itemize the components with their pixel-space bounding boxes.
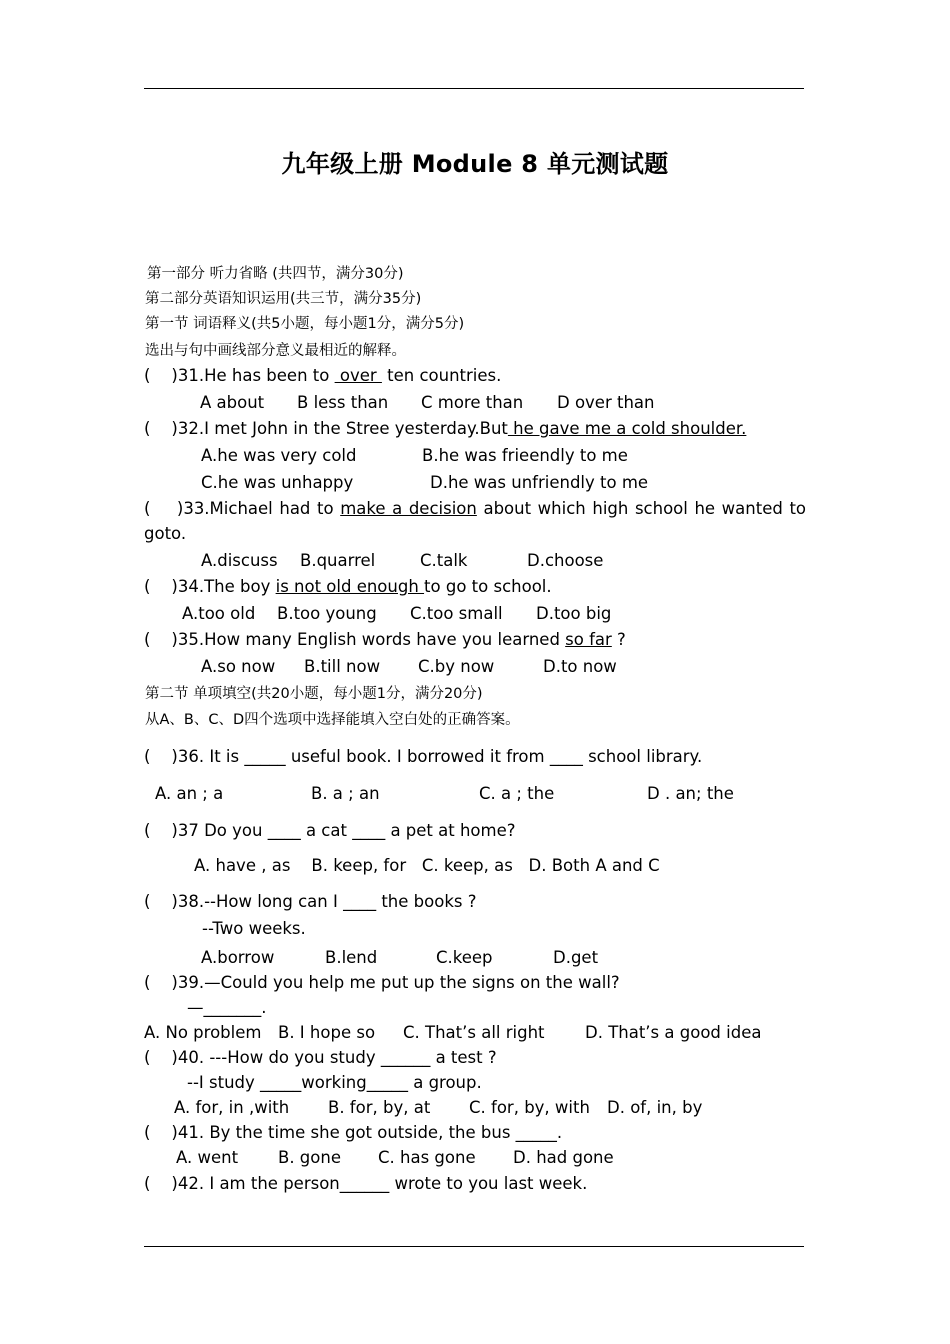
- q39-option-b: B. I hope so: [278, 1023, 376, 1042]
- q38-response: --Two weeks.: [202, 919, 306, 938]
- question-38: ( )38.--How long can I ____ the books ?: [144, 892, 477, 911]
- bottom-rule: [144, 1246, 804, 1247]
- section2-heading: 第二节 单项填空(共20小题，每小题1分，满分20分): [145, 686, 483, 702]
- question-31: ( )31.He has been to over ten countries.: [144, 366, 502, 385]
- question-35: ( )35.How many English words have you learned so far ?: [144, 630, 626, 649]
- top-rule: [144, 88, 804, 89]
- q39-option-c: C. That’s all right: [403, 1023, 545, 1042]
- section1-instruction: 选出与句中画线部分意义最相近的解释。: [145, 343, 406, 359]
- q41-option-d: D. had gone: [513, 1148, 614, 1167]
- q40-option-c: C. for, by, with: [469, 1098, 590, 1117]
- q33-option-d: D.choose: [527, 551, 604, 570]
- q35-option-b: B.till now: [304, 657, 381, 676]
- question-33-continued: goto.: [144, 524, 187, 543]
- section1-heading: 第一节 词语释义(共5小题，每小题1分，满分5分): [145, 316, 465, 332]
- q40-option-b: B. for, by, at: [328, 1098, 431, 1117]
- q32-option-b: B.he was frieendly to me: [422, 446, 628, 465]
- q39-option-a: A. No problem: [144, 1023, 262, 1042]
- question-42: ( )42. I am the person______ wrote to you last week.: [144, 1174, 588, 1193]
- q32-option-d: D.he was unfriendly to me: [430, 473, 649, 492]
- q39-option-d: D. That’s a good idea: [585, 1023, 762, 1042]
- q31-option-b: B less than: [297, 393, 389, 412]
- q41-option-a: A. went: [176, 1148, 239, 1167]
- q41-option-b: B. gone: [278, 1148, 341, 1167]
- part1-heading: 第一部分 听力省略 (共四节，满分30分): [147, 266, 404, 282]
- q38-option-c: C.keep: [436, 948, 493, 967]
- q34-option-a: A.too old: [182, 604, 256, 623]
- q36-option-c: C. a ; the: [479, 784, 555, 803]
- question-40: ( )40. ---How do you study ______ a test ?: [144, 1048, 497, 1067]
- question-32: ( )32.I met John in the Stree yesterday.But he gave me a cold shoulder.: [144, 419, 747, 438]
- question-41: ( )41. By the time she got outside, the bus _____.: [144, 1123, 563, 1142]
- q33-option-a: A.discuss: [201, 551, 278, 570]
- q36-option-d: D . an; the: [647, 784, 734, 803]
- q35-option-c: C.by now: [418, 657, 495, 676]
- q35-option-d: D.to now: [543, 657, 617, 676]
- q34-option-d: D.too big: [536, 604, 612, 623]
- page-title: 九年级上册 Module 8 单元测试题: [281, 150, 669, 178]
- q34-option-b: B.too young: [277, 604, 377, 623]
- q38-option-d: D.get: [553, 948, 599, 967]
- part2-heading: 第二部分英语知识运用(共三节，满分35分): [145, 291, 422, 307]
- q37-options: A. have , as B. keep, for C. keep, as D. Both A and C: [194, 856, 660, 875]
- q40-response: --I study _____working_____ a group.: [187, 1073, 482, 1092]
- q31-option-d: D over than: [557, 393, 655, 412]
- question-37: ( )37 Do you ____ a cat ____ a pet at home?: [144, 821, 516, 840]
- q34-option-c: C.too small: [410, 604, 503, 623]
- q33-option-b: B.quarrel: [300, 551, 376, 570]
- q36-option-b: B. a ; an: [311, 784, 380, 803]
- q31-option-a: A about: [200, 393, 265, 412]
- q38-option-a: A.borrow: [201, 948, 275, 967]
- q32-option-a: A.he was very cold: [201, 446, 357, 465]
- q41-option-c: C. has gone: [378, 1148, 476, 1167]
- section2-instruction: 从A、B、C、D四个选项中选择能填入空白处的正确答案。: [145, 712, 520, 728]
- question-33: ( )33.Michael had to make a decision about which high school he wanted to: [144, 499, 807, 518]
- question-34: ( )34.The boy is not old enough to go to school.: [144, 577, 552, 596]
- q39-response: —_______.: [187, 998, 267, 1017]
- q36-option-a: A. an ; a: [155, 784, 224, 803]
- q32-option-c: C.he was unhappy: [201, 473, 354, 492]
- question-36: ( )36. It is _____ useful book. I borrowed it from ____ school library.: [144, 747, 703, 766]
- question-39: ( )39.—Could you help me put up the signs on the wall?: [144, 973, 620, 992]
- q33-option-c: C.talk: [420, 551, 468, 570]
- q40-option-d: D. of, in, by: [607, 1098, 703, 1117]
- q31-option-c: C more than: [421, 393, 524, 412]
- q38-option-b: B.lend: [325, 948, 378, 967]
- q35-option-a: A.so now: [201, 657, 276, 676]
- q40-option-a: A. for, in ,with: [174, 1098, 290, 1117]
